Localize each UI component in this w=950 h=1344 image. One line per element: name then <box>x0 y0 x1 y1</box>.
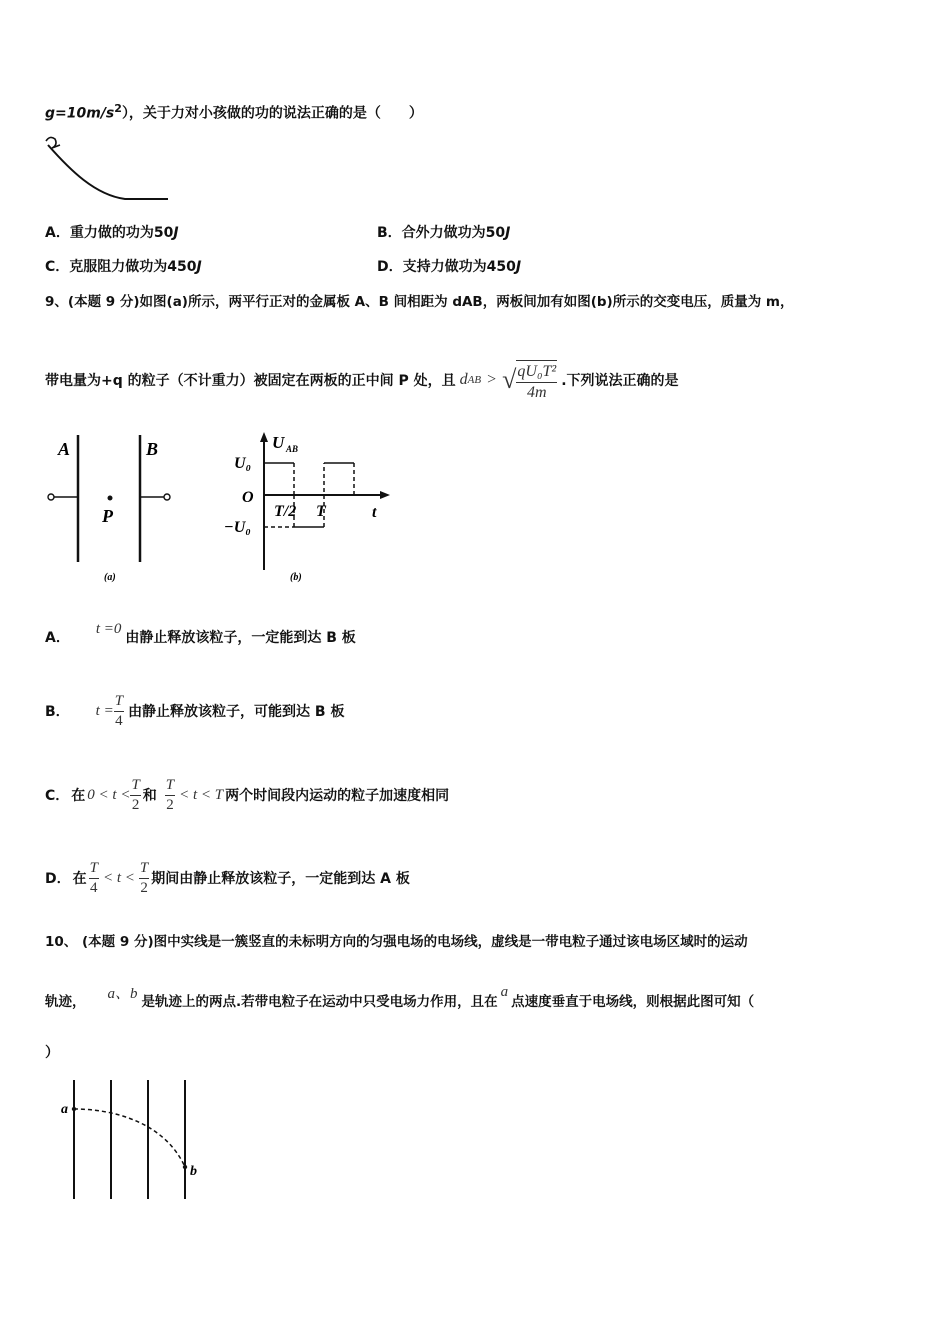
option-letter: B． <box>377 225 402 241</box>
plate-b-label: B <box>146 439 159 459</box>
figure-a-caption: (a) <box>104 572 116 583</box>
option-text: 两个时间段内运动的粒子加速度相同 <box>225 788 450 804</box>
math-t: t = <box>95 702 114 719</box>
option-text: 由静止释放该粒子，可能到达 B 板 <box>128 704 345 720</box>
point-a-label: a <box>61 1102 68 1117</box>
math-frac <box>114 694 124 729</box>
point-p-label: P <box>102 506 113 526</box>
cond-fraction <box>516 360 557 401</box>
option-letter: B． <box>45 704 70 720</box>
option-text: 支持力做功为450 <box>402 259 516 275</box>
math-frac <box>165 778 175 813</box>
q8-slope-figure <box>40 135 180 205</box>
cond-lhs-sub: AB <box>467 374 482 386</box>
y-axis-sub: AB <box>286 444 299 454</box>
option-pre: 在 <box>71 788 86 804</box>
origin-label: O <box>242 489 254 506</box>
frac-den: 2 <box>166 796 174 813</box>
cond-den: 4m <box>527 383 547 401</box>
q9-option-a[interactable] <box>45 617 356 657</box>
option-unit: J <box>515 259 522 275</box>
option-letter: C． <box>45 259 70 275</box>
y-axis-label: U <box>272 433 285 452</box>
q10-line2-math2: a <box>500 983 509 1000</box>
option-math <box>89 861 150 896</box>
math-part: < t < <box>102 869 135 886</box>
frac-num: T <box>114 694 124 712</box>
option-letter: D． <box>377 259 403 275</box>
q8-stem-prefix: g=10m/s <box>45 105 115 122</box>
q10-field-figure <box>55 1075 215 1205</box>
cond-op: > <box>487 371 497 388</box>
option-math: t =0 <box>95 620 122 637</box>
q8-stem-sup: 2 <box>114 102 122 115</box>
q8-option-b[interactable] <box>377 222 510 242</box>
option-text: 由静止释放该粒子，一定能到达 B 板 <box>125 630 356 646</box>
option-unit: J <box>173 225 179 241</box>
q9-option-b[interactable] <box>45 680 344 742</box>
q9-stem-line1: 9、(本题 9 分)如图(a)所示，两平行正对的金属板 A、B 间相距为 dAB，两板间加有如图(b)所示的交变电压，质量为 m， <box>45 294 794 310</box>
q8-stem <box>45 102 423 123</box>
t-full-label: T <box>316 503 326 520</box>
q10-line2-c: 点速度垂直于电场线，则根据此图可知（ <box>511 994 755 1010</box>
frac-den: 4 <box>90 879 98 896</box>
frac-den: 2 <box>140 879 148 896</box>
q8-option-a[interactable] <box>45 222 179 242</box>
q9-figure-a <box>40 430 190 590</box>
option-math-2 <box>165 778 223 813</box>
option-letter: A． <box>45 630 70 646</box>
point-b-label: b <box>190 1164 197 1179</box>
option-math <box>96 694 124 729</box>
frac-den: 4 <box>115 712 123 729</box>
q9-option-c[interactable] <box>45 762 449 828</box>
frac-num: T <box>139 861 149 879</box>
q9-option-d[interactable] <box>45 845 410 911</box>
option-pre: 在 <box>72 871 87 887</box>
neg-u0-label: −U₀ <box>224 519 251 536</box>
cond-num: qU₀T² <box>516 364 557 383</box>
frac-num: T <box>89 861 99 879</box>
option-math-1 <box>87 778 141 813</box>
option-letter: A． <box>45 225 70 241</box>
math-frac <box>130 778 140 813</box>
math-frac <box>89 861 99 896</box>
t-half-label: T/2 <box>274 503 297 520</box>
q10-line2-math: a、b <box>107 985 138 1002</box>
q9-figure-b <box>222 430 402 590</box>
figure-b-caption: (b) <box>290 572 302 583</box>
math-part: < t < T <box>179 786 224 803</box>
option-text: 期间由静止释放该粒子，一定能到达 A 板 <box>151 871 410 887</box>
q10-stem-line3: ） <box>45 1045 59 1061</box>
q10-stem-line1: 10、 (本题 9 分)图中实线是一簇竖直的未标明方向的匀强电场的电场线，虚线是一带电粒子通过该电场区域时的运动 <box>45 934 748 950</box>
u0-label: U₀ <box>234 455 252 472</box>
q9-line2-suffix: .下列说法正确的是 <box>561 373 679 389</box>
math-part: 0 < t < <box>87 786 131 803</box>
frac-den: 2 <box>131 796 140 813</box>
t-axis-label: t <box>372 504 377 521</box>
q10-stem-line2 <box>45 980 754 1020</box>
cond-lhs: d <box>459 371 468 388</box>
sqrt-sign: √ <box>502 365 517 394</box>
option-unit: J <box>505 225 511 241</box>
q9-line2-prefix: 带电量为+q 的粒子（不计重力）被固定在两板的正中间 P 处，且 <box>45 373 456 389</box>
plate-a-label: A <box>58 439 71 459</box>
q10-line2-b: 是轨迹上的两点.若带电粒子在运动中只受电场力作用，且在 <box>141 994 498 1010</box>
option-text: 克服阻力做功为450 <box>69 259 197 275</box>
q8-stem-suffix: ），关于力对小孩做的功的说法正确的是（ ） <box>121 105 423 122</box>
option-text: 重力做的功为50 <box>69 225 174 241</box>
option-unit: J <box>196 259 202 275</box>
frac-num: T <box>165 778 175 796</box>
option-letter: D． <box>45 871 71 887</box>
q9-condition <box>460 360 558 401</box>
option-text: 合外力做功为50 <box>401 225 506 241</box>
q9-stem-line2 <box>45 350 679 410</box>
math-frac <box>139 861 149 896</box>
option-mid: 和 <box>142 788 157 804</box>
q10-line2-a: 轨迹， <box>45 994 86 1010</box>
option-letter: C． <box>45 788 70 804</box>
q8-option-c[interactable] <box>45 256 202 276</box>
q8-option-d[interactable] <box>377 256 521 276</box>
frac-num: T <box>130 778 140 796</box>
